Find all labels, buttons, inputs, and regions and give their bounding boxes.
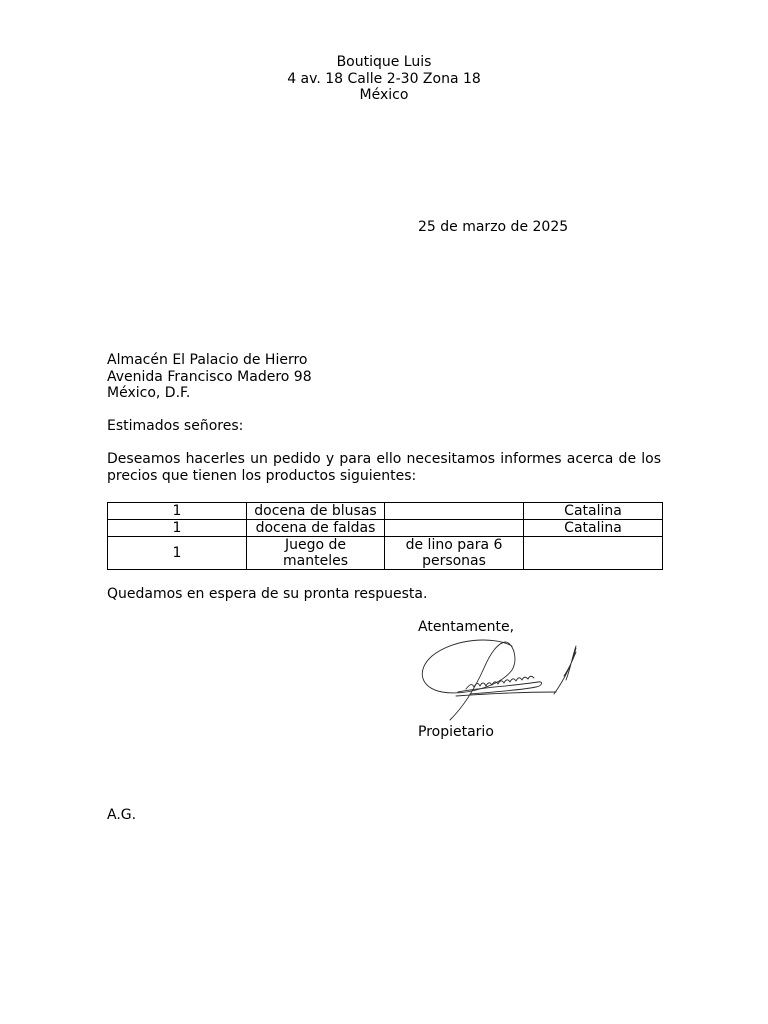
sender-address: 4 av. 18 Calle 2-30 Zona 18	[287, 70, 481, 87]
recipient-name: Almacén El Palacio de Hierro	[107, 352, 308, 368]
letter-date: 25 de marzo de 2025	[418, 219, 569, 235]
handwritten-signature-icon	[414, 634, 584, 724]
table-cell-quantity: 1	[108, 503, 247, 520]
signer-title: Propietario	[418, 724, 494, 740]
table-cell-product: docena de faldas	[247, 520, 385, 537]
table-cell-brand: Catalina	[524, 520, 663, 537]
table-cell-product: Juego de manteles	[247, 537, 385, 570]
table-row	[108, 520, 663, 537]
table-cell-brand: Catalina	[524, 503, 663, 520]
table-cell-detail: de lino para 6 personas	[385, 537, 524, 570]
sender-country: México	[359, 87, 409, 103]
table-cell-quantity: 1	[108, 520, 247, 537]
table-row	[108, 503, 663, 520]
table-cell-detail	[385, 520, 524, 537]
salutation: Estimados señores:	[107, 418, 244, 434]
typist-initials: A.G.	[107, 807, 137, 823]
sender-block	[0, 54, 768, 104]
sender-name: Boutique Luis	[336, 54, 432, 70]
table-row	[108, 537, 663, 570]
order-table	[107, 502, 663, 570]
table-cell-detail	[385, 503, 524, 520]
recipient-address: Avenida Francisco Madero 98	[107, 368, 312, 385]
closing-line: Quedamos en espera de su pronta respuesta.	[107, 586, 428, 602]
recipient-city: México, D.F.	[107, 385, 191, 401]
regards: Atentamente,	[418, 619, 515, 635]
table-cell-brand	[524, 537, 663, 570]
recipient-block	[107, 352, 312, 402]
letter-body: Deseamos hacerles un pedido y para ello necesitamos informes acerca de los precios que tienen los productos siguientes:	[107, 451, 661, 484]
table-cell-quantity: 1	[108, 537, 247, 570]
table-cell-product: docena de blusas	[247, 503, 385, 520]
